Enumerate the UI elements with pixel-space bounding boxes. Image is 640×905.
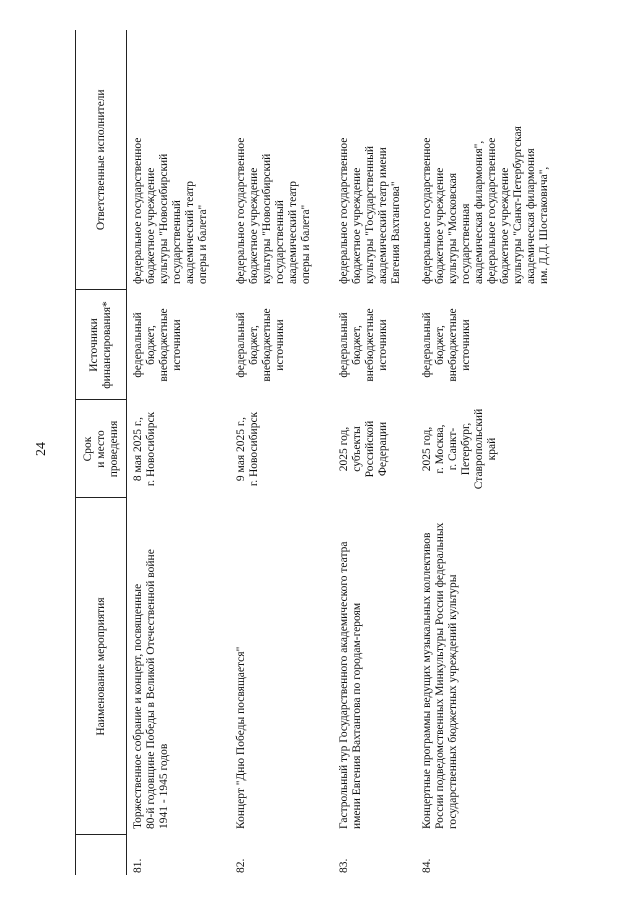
table-row <box>333 30 416 875</box>
date-place-cell <box>416 400 569 498</box>
text-line: 2025 год, <box>421 426 433 472</box>
text-line: академическая филармония <box>525 148 537 284</box>
text-line: бюджет, <box>351 325 363 365</box>
text-line: источники <box>460 319 472 371</box>
funding-cell <box>230 290 333 400</box>
text-line: культуры "Государственный <box>364 145 376 284</box>
text-line: 8 мая 2025 г., <box>132 416 144 482</box>
row-number: 83. <box>338 858 350 873</box>
text-line: 1941 - 1945 годов <box>158 743 170 829</box>
date-place-cell <box>127 400 231 498</box>
text-line: г. Москва, <box>434 424 446 474</box>
text-line: федеральный <box>338 312 350 378</box>
text-line: федеральный <box>421 312 433 378</box>
header-number <box>76 835 127 875</box>
text-line: культуры "Новосибирский <box>158 153 170 284</box>
text-line: 9 мая 2025 г., <box>235 416 247 482</box>
text-line: оперы и балета" <box>197 204 209 284</box>
text-line: Федерации <box>377 421 389 477</box>
text-line: России подведомственных Минкультуры России федеральных <box>434 522 446 829</box>
responsible-cell <box>333 30 416 290</box>
text-line: г. Новосибирск <box>145 411 157 487</box>
event-name-cell <box>127 498 231 835</box>
text-line: академический театр <box>184 180 196 284</box>
date-place-cell <box>333 400 416 498</box>
table-row <box>127 30 231 875</box>
header-funding-line: Источники <box>88 318 100 372</box>
responsible-cell <box>127 30 231 290</box>
text-line: государственный <box>274 200 286 284</box>
header-funding <box>76 290 127 400</box>
text-line: г. Санкт-Петербург, <box>447 422 472 476</box>
text-line: внебюджетные <box>158 308 170 382</box>
header-responsible: Ответственные исполнители <box>76 30 127 290</box>
text-line: источники <box>377 319 389 371</box>
text-line: Торжественное собрание и концерт, посвященные <box>132 583 144 829</box>
text-line: край <box>486 437 498 461</box>
text-line: бюджетное учреждение <box>351 167 363 284</box>
text-line: бюджетное учреждение <box>248 167 260 284</box>
text-line: федеральное государственное <box>338 137 350 284</box>
events-table <box>75 30 569 875</box>
text-line: федеральное государственное <box>235 137 247 284</box>
text-line: бюджет, <box>145 325 157 365</box>
text-line: имени Евгения Вахтангова по городам-героям <box>351 602 363 829</box>
text-line: Гастрольный тур Государственного академического театра <box>338 541 350 829</box>
text-line: внебюджетные <box>261 308 273 382</box>
text-line: источники <box>274 319 286 371</box>
date-place-cell <box>230 400 333 498</box>
responsible-cell <box>230 30 333 290</box>
text-line: г. Новосибирск <box>248 411 260 487</box>
event-name-cell <box>333 498 416 835</box>
text-line: академическая филармония", <box>473 140 485 284</box>
text-line: академический театр <box>287 180 299 284</box>
text-line: федеральный <box>235 312 247 378</box>
text-line: государственных бюджетных учреждений культуры <box>447 574 459 829</box>
text-line: бюджет, <box>434 325 446 365</box>
row-number: 82. <box>235 858 247 873</box>
text-line: Евгения Вахтангова" <box>390 181 402 284</box>
text-line: оперы и балета" <box>300 204 312 284</box>
text-line: академический театр имени <box>377 147 389 284</box>
text-line: внебюджетные <box>447 308 459 382</box>
text-line: федеральное государственное <box>421 137 433 284</box>
text-line: 80-й годовщине Победы в Великой Отечественной войне <box>145 549 157 829</box>
header-date-line: и место проведения <box>94 420 120 478</box>
text-line: им. Д.Д. Шостаковича", <box>538 166 550 284</box>
text-line: Концертные программы ведущих музыкальных коллективов <box>421 532 433 829</box>
text-line: государственный <box>171 200 183 284</box>
funding-cell <box>127 290 231 400</box>
header-date-place <box>76 400 127 498</box>
text-line: федеральный <box>132 312 144 378</box>
funding-cell <box>333 290 416 400</box>
text-line: Российской <box>364 420 376 478</box>
text-line: бюджетное учреждение <box>434 167 446 284</box>
text-line: культуры "Санкт-Петербургская <box>512 126 524 284</box>
table-row <box>230 30 333 875</box>
text-line: источники <box>171 319 183 371</box>
text-line: бюджетное учреждение <box>499 167 511 284</box>
header-event-name: Наименование мероприятия <box>76 498 127 835</box>
event-name-cell <box>230 498 333 835</box>
text-line: государственная <box>460 203 472 284</box>
event-name-cell <box>416 498 569 835</box>
table-row <box>416 30 569 875</box>
text-line: бюджетное учреждение <box>145 167 157 284</box>
rotated-table-sheet <box>75 30 630 875</box>
table-header-row <box>76 30 127 875</box>
text-line: культуры "Новосибирский <box>261 153 273 284</box>
text-line: внебюджетные <box>364 308 376 382</box>
text-line: культуры "Московская <box>447 173 459 284</box>
funding-cell <box>416 290 569 400</box>
row-number: 84. <box>421 858 433 873</box>
page-number: 24 <box>34 442 49 456</box>
responsible-cell <box>416 30 569 290</box>
header-funding-line: финансирования* <box>101 301 113 389</box>
text-line: бюджет, <box>248 325 260 365</box>
text-line: 2025 год, <box>338 426 350 472</box>
header-date-line: Срок <box>81 436 94 462</box>
text-line: Ставропольский <box>473 408 485 490</box>
text-line: федеральное государственное <box>486 137 498 284</box>
text-line: федеральное государственное <box>132 137 144 284</box>
row-number: 81. <box>132 858 144 873</box>
text-line: субъекты <box>351 426 363 472</box>
text-line: Концерт "Дню Победы посвящается" <box>235 646 247 829</box>
